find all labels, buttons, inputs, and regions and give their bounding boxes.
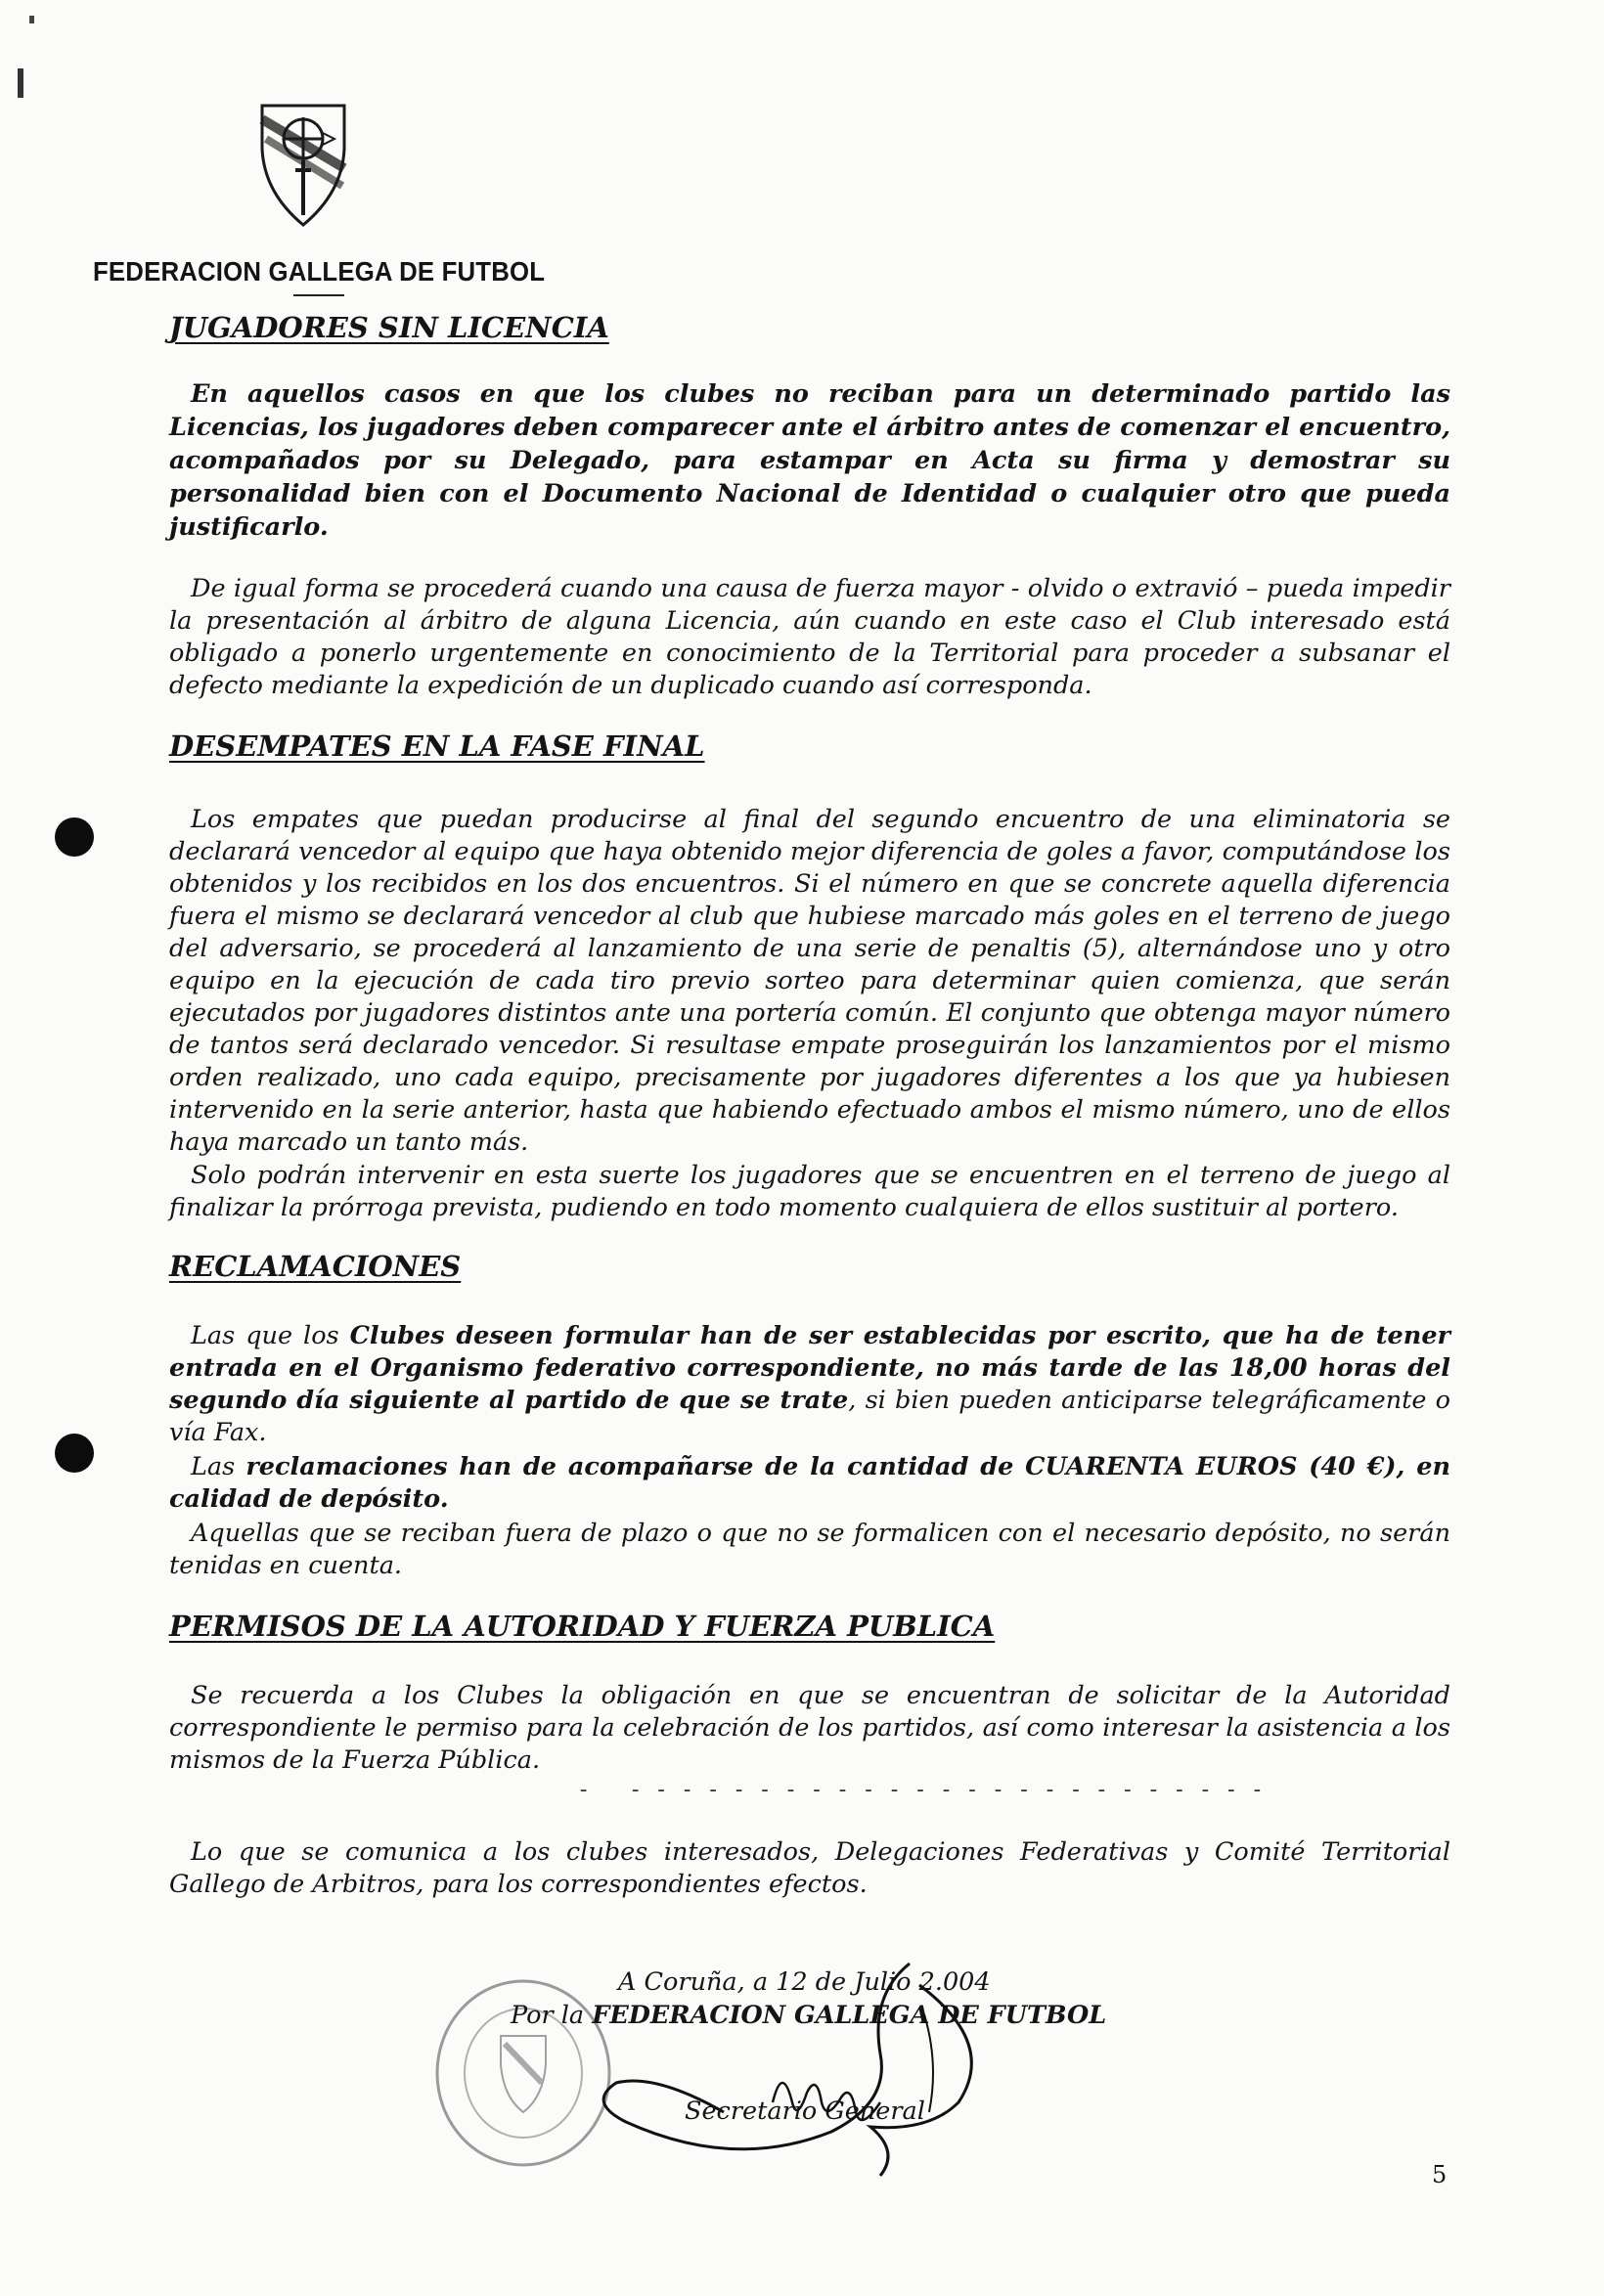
federation-crest-icon	[256, 100, 350, 229]
paragraph-text	[169, 1451, 1450, 1516]
paragraph-reclamaciones-2	[169, 1451, 1450, 1516]
section-title-desempates: DESEMPATES EN LA FASE FINAL	[169, 729, 705, 763]
paragraph-text: Se recuerda a los Clubes la obligación en que se encuentran de solicitar de la Autoridad correspondiente le permiso para la celebración de los partidos, así como interesar la asistencia a los mismos de la Fuerza Pública.	[169, 1681, 1450, 1775]
paragraph-jugadores-1	[169, 377, 1450, 544]
text-run: , si bien pueden anticiparse telegráficamente o vía Fax.	[169, 1386, 1451, 1447]
paragraph-text: Los empates que puedan producirse al final del segundo encuentro de una eliminatoria se declarará vencedor al equipo que haya obtenido mejor diferencia de goles a favor, computándose los obtenidos y los recibidos en los dos encuentros. Si el número en que se concrete aquella diferencia fuera el mismo se declarará vencedor al club que hubiese marcado más goles en el terreno de juego del adversario, se procederá al lanzamiento de una serie de penaltis (5), alternándose uno y otro equipo en la ejecución de cada tiro previo sorteo para determinar quien comienza, que serán ejecutados por jugadores distintos ante una portería común. El conjunto que obtenga mayor número de tantos será declarado vencedor. Si resultase empate proseguirán los lanzamientos por el mismo orden realizado, uno cada equipo, precisamente por jugadores diferentes a los que ya hubiesen intervenido en la serie anterior, hasta que habiendo efectuado ambos el mismo número, uno de ellos haya marcado un tanto más.	[169, 805, 1450, 1157]
text-run: Por la	[511, 2001, 593, 2030]
paragraph-closing	[169, 1836, 1450, 1901]
text-run-bold: reclamaciones han de acompañarse de la cantidad de CUARENTA EUROS (40 €), en calidad de depósito.	[169, 1452, 1450, 1514]
paragraph-reclamaciones-1	[169, 1320, 1450, 1449]
separator-line: - - - - - - - - - - - - - - - - - - - - - - - - - -	[577, 1778, 1264, 1802]
signature-role: Secretario General	[685, 2097, 925, 2126]
divider	[293, 294, 344, 296]
paragraph-text: De igual forma se procederá cuando una causa de fuerza mayor - olvido o extravió – pueda impedir la presentación al árbitro de alguna Licencia, aún cuando en este caso el Club interesado está obligado a ponerlo urgentemente en conocimiento de la Territorial para proceder a subsanar el defecto mediante la expedición de un duplicado cuando así corresponda.	[169, 574, 1450, 700]
signature-place-date: A Coruña, a 12 de Julio 2.004	[618, 1967, 991, 1997]
text-run: Las	[191, 1452, 246, 1481]
text-run-bold: FEDERACION GALLEGA DE FUTBOL	[592, 2001, 1107, 2030]
paragraph-text	[169, 1320, 1450, 1449]
paragraph-desempates-2	[169, 1160, 1450, 1224]
text-run: Las que los	[191, 1321, 350, 1350]
paragraph-text: En aquellos casos en que los clubes no reciban para un determinado partido las Licencias, los jugadores deben comparecer ante el árbitro antes de comenzar el encuentro, acompañados por su Delegado, para estampar en Acta su firma y demostrar su personalidad bien con el Documento Nacional de Identidad o cualquier otro que pueda justificarlo.	[169, 379, 1450, 542]
paragraph-text: Lo que se comunica a los clubes interesados, Delegaciones Federativas y Comité Territorial Gallego de Arbitros, para los correspondientes efectos.	[169, 1837, 1450, 1899]
scan-mark	[18, 68, 23, 98]
paragraph-reclamaciones-3	[169, 1518, 1450, 1582]
section-title-reclamaciones: RECLAMACIONES	[169, 1250, 462, 1283]
organization-name: FEDERACION GALLEGA DE FUTBOL	[93, 256, 546, 287]
section-title-jugadores: JUGADORES SIN LICENCIA	[169, 311, 609, 344]
bullet-icon	[55, 817, 94, 857]
handwritten-signature	[587, 1956, 998, 2181]
section-title-permisos: PERMISOS DE LA AUTORIDAD Y FUERZA PUBLICA	[169, 1610, 996, 1643]
paragraph-permisos-1	[169, 1680, 1450, 1777]
text-run-bold: Clubes deseen formular han de ser establecidas por escrito, que ha de tener entrada en el Organismo federativo correspondiente, no más tarde de las 18,00 horas del segundo día siguiente al partido de que se trate	[169, 1321, 1450, 1415]
paragraph-text: Solo podrán intervenir en esta suerte los jugadores que se encuentren en el terreno de juego al finalizar la prórroga prevista, pudiendo en todo momento cualquiera de ellos sustituir al portero.	[169, 1161, 1450, 1222]
bullet-icon	[55, 1434, 94, 1473]
paragraph-text: Aquellas que se reciban fuera de plazo o que no se formalicen con el necesario depósito, no serán tenidas en cuenta.	[169, 1519, 1450, 1580]
page-number: 5	[1432, 2161, 1448, 2188]
paragraph-jugadores-2	[169, 573, 1450, 702]
paragraph-desempates-1	[169, 804, 1450, 1159]
scan-mark	[29, 16, 34, 23]
